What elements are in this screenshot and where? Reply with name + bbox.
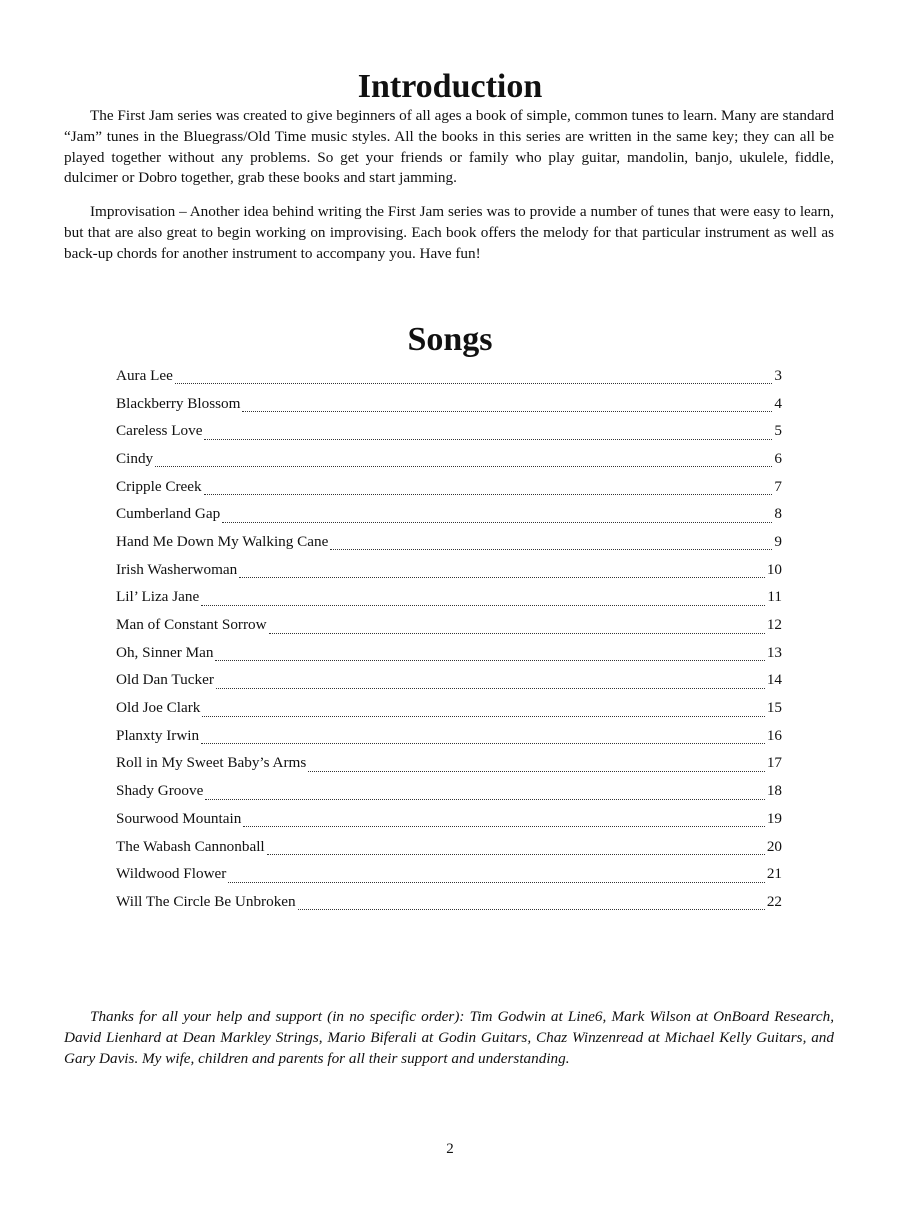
toc-entry <box>116 500 782 528</box>
toc-song-title: Blackberry Blossom <box>116 394 241 412</box>
toc-entry <box>116 667 782 695</box>
toc-song-title: Man of Constant Sorrow <box>116 616 267 634</box>
toc-dot-leader <box>308 757 765 772</box>
toc-entry <box>116 584 782 612</box>
toc-page-number: 10 <box>766 560 782 578</box>
introduction-heading: Introduction <box>357 67 543 105</box>
toc-song-title: Cripple Creek <box>116 477 202 495</box>
page-number: 2 <box>446 1141 454 1157</box>
toc-page-number: 11 <box>767 588 782 606</box>
toc-dot-leader <box>216 674 765 689</box>
toc-song-title: Old Dan Tucker <box>116 671 214 689</box>
toc-entry <box>116 888 782 916</box>
toc-page-number: 3 <box>774 366 782 384</box>
toc-entry <box>116 362 782 390</box>
toc-song-title: Oh, Sinner Man <box>116 643 214 661</box>
toc-song-title: Aura Lee <box>116 366 173 384</box>
toc-page-number: 17 <box>766 754 782 772</box>
toc-entry <box>116 445 782 473</box>
toc-song-title: Shady Groove <box>116 782 204 800</box>
toc-page-number: 7 <box>774 477 782 495</box>
toc-dot-leader <box>204 425 772 440</box>
toc-page-number: 21 <box>766 865 782 883</box>
toc-entry <box>116 528 782 556</box>
toc-dot-leader <box>201 591 765 606</box>
toc-page-number: 9 <box>774 532 782 550</box>
toc-dot-leader <box>155 452 772 467</box>
toc-song-title: Old Joe Clark <box>116 699 201 717</box>
toc-dot-leader <box>202 702 764 717</box>
toc-page-number: 8 <box>774 505 782 523</box>
toc-song-title: Wildwood Flower <box>116 865 227 883</box>
toc-page-number: 4 <box>774 394 782 412</box>
toc-song-title: Lil’ Liza Jane <box>116 588 200 606</box>
toc-entry <box>116 777 782 805</box>
toc-dot-leader <box>242 397 772 412</box>
toc-page-number: 16 <box>766 726 782 744</box>
toc-song-title: Cindy <box>116 449 154 467</box>
toc-song-title: Planxty Irwin <box>116 726 200 744</box>
toc-page-number: 5 <box>774 422 782 440</box>
toc-page-number: 12 <box>766 616 782 634</box>
toc-song-title: Sourwood Mountain <box>116 809 242 827</box>
toc-entry <box>116 639 782 667</box>
toc-page-number: 19 <box>766 809 782 827</box>
toc-dot-leader <box>175 369 772 384</box>
toc-entry <box>116 860 782 888</box>
toc-dot-leader <box>222 508 772 523</box>
toc-page-number: 18 <box>766 782 782 800</box>
toc-page-number: 20 <box>766 837 782 855</box>
toc-page-number: 13 <box>766 643 782 661</box>
toc-page-number: 14 <box>766 671 782 689</box>
toc-page-number: 6 <box>774 449 782 467</box>
toc-page-number: 15 <box>766 699 782 717</box>
toc-song-title: Irish Washerwoman <box>116 560 238 578</box>
toc-entry <box>116 611 782 639</box>
toc-entry <box>116 694 782 722</box>
toc-page-number: 22 <box>766 892 782 910</box>
toc-dot-leader <box>215 646 764 661</box>
intro-paragraph-2: Improvisation – Another idea behind writing the First Jam series was to provide a number of tunes that were easy to learn, but that are also great to begin working on improvising. Each book offers the melody for that particular instrument as well as back-up chords for another instrument to accompany you. Have fun! <box>64 203 834 262</box>
toc-song-title: The Wabash Cannonball <box>116 837 265 855</box>
songs-heading: Songs <box>407 321 493 359</box>
toc-dot-leader <box>201 729 765 744</box>
acknowledgements: Thanks for all your help and support (in no specific order): Tim Godwin at Line6, Mark Wilson at OnBoard Research, David Lienhard at Dean Markley Strings, Mario Biferali at Godin Guitars, Chaz Winzenread at Michael Kelly Guitars, and Gary Davis. My wife, children and parents for all their support and understanding. <box>64 1008 834 1067</box>
toc-dot-leader <box>239 563 765 578</box>
toc-entry <box>116 722 782 750</box>
toc-entry <box>116 390 782 418</box>
toc-song-title: Roll in My Sweet Baby’s Arms <box>116 754 307 772</box>
toc-entry <box>116 473 782 501</box>
toc-song-title: Cumberland Gap <box>116 505 221 523</box>
toc-dot-leader <box>298 895 765 910</box>
toc-dot-leader <box>204 480 773 495</box>
songs-table-of-contents <box>116 362 782 916</box>
toc-entry <box>116 833 782 861</box>
toc-song-title: Careless Love <box>116 422 203 440</box>
toc-dot-leader <box>243 812 765 827</box>
toc-entry <box>116 805 782 833</box>
toc-entry <box>116 417 782 445</box>
intro-paragraph-1: The First Jam series was created to give beginners of all ages a book of simple, common tunes to learn. Many are standard “Jam” tunes in the Bluegrass/Old Time music styles. All the books in this series are written in the same key; they can all be played together without any problems. So get your friends or family who play guitar, mandolin, banjo, ukulele, fiddle, dulcimer or Dobro together, grab these books and start jamming. <box>64 107 834 187</box>
toc-entry <box>116 556 782 584</box>
toc-song-title: Hand Me Down My Walking Cane <box>116 532 329 550</box>
toc-dot-leader <box>205 785 764 800</box>
toc-song-title: Will The Circle Be Unbroken <box>116 892 296 910</box>
toc-dot-leader <box>330 535 772 550</box>
toc-entry <box>116 750 782 778</box>
toc-dot-leader <box>267 840 765 855</box>
toc-dot-leader <box>228 868 764 883</box>
toc-dot-leader <box>269 619 765 634</box>
